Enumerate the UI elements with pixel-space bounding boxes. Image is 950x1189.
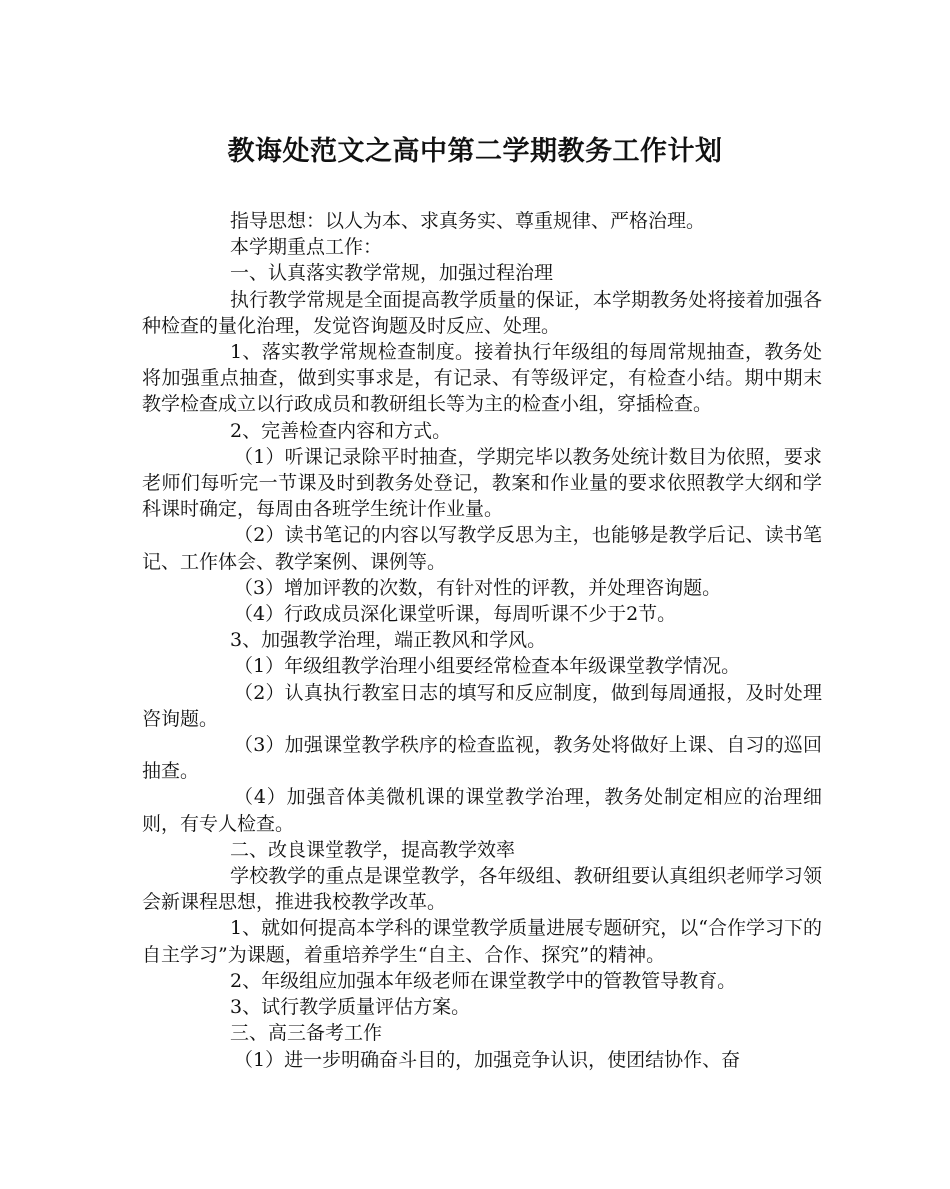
paragraph: 2、完善检查内容和方式。 <box>230 419 452 442</box>
paragraph: 2、年级组应加强本年级老师在课堂教学中的管教管导教育。 <box>230 969 737 992</box>
paragraph: 3、试行教学质量评估方案。 <box>230 996 471 1019</box>
paragraph: （4）加强音体美微机课的课堂教学治理，教务处制定相应的治理细则，有专人检查。 <box>142 786 822 835</box>
paragraph: 1、落实教学常规检查制度。接着执行年级组的每周常规抽查，教务处将加强重点抽查，做到实事求是，有记录、有等级评定，有检查小结。期中期末教学检查成立以行政成员和教研组长等为主的检查小组，穿插检查。 <box>142 341 822 416</box>
section-heading: 三、高三备考工作 <box>230 1022 383 1045</box>
paragraph: （4）行政成员深化课堂听课，每周听课不少于2节。 <box>234 603 677 626</box>
document-title: 教诲处范文之高中第二学期教务工作计划 <box>227 136 723 167</box>
paragraph: （1）年级组教学治理小组要经常检查本年级课堂教学情况。 <box>234 655 741 678</box>
paragraph: （3）增加评教的次数，有针对性的评教，并处理咨询题。 <box>234 576 722 599</box>
paragraph: 指导思想：以人为本、求真务实、尊重规律、严格治理。 <box>230 210 706 232</box>
paragraph: 3、加强教学治理，端正教风和学风。 <box>230 629 547 652</box>
document-body <box>142 208 822 1073</box>
paragraph: （2）认真执行教室日志的填写和反应制度，做到每周通报，及时处理咨询题。 <box>142 681 822 730</box>
section-heading: 一、认真落实教学常规，加强过程治理 <box>230 262 554 285</box>
paragraph: 本学期重点工作： <box>230 236 383 259</box>
paragraph: （1）进一步明确奋斗目的，加强竞争认识，使团结协作、奋 <box>234 1048 741 1071</box>
paragraph: （1）听课记录除平时抽查，学期完毕以教务处统计数目为依照，要求老师们每听完一节课及时到教务处登记，教案和作业量的要求依照教学大纲和学科课时确定，每周由各班学生统计作业量。 <box>142 445 822 521</box>
paragraph: 学校教学的重点是课堂教学，各年级组、教研组要认真组织老师学习领会新课程思想，推进我校教学改革。 <box>142 865 822 914</box>
paragraph: 1、就如何提高本学科的课堂教学质量进展专题研究，以“合作学习下的自主学习”为课题，着重培养学生“自主、合作、探究”的精神。 <box>142 917 822 966</box>
paragraph: 执行教学常规是全面提高教学质量的保证，本学期教务处将接着加强各种检查的量化治理，发觉咨询题及时反应、处理。 <box>142 288 822 337</box>
paragraph: （3）加强课堂教学秩序的检查监视，教务处将做好上课、自习的巡回抽查。 <box>142 734 822 783</box>
paragraph: （2）读书笔记的内容以写教学反思为主，也能够是教学后记、读书笔记、工作体会、教学案例、课例等。 <box>142 524 822 573</box>
section-heading: 二、改良课堂教学，提高教学效率 <box>230 838 516 861</box>
